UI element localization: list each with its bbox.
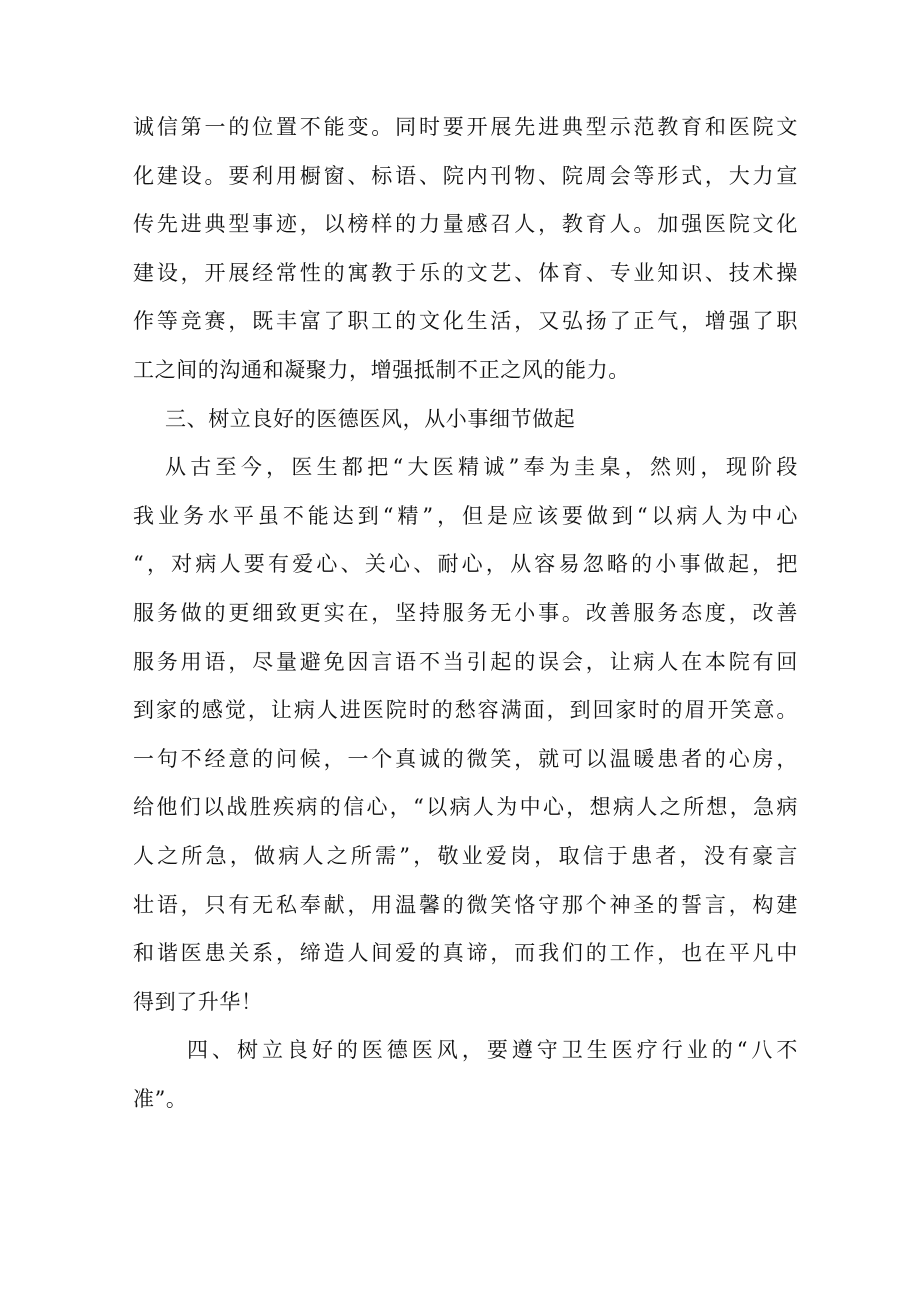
paragraph-line: 壮语，只有无私奉献，用温馨的微笑恪守那个神圣的誓言，构建 (133, 892, 798, 917)
paragraph-line: 一句不经意的问候，一个真诚的微笑，就可以温暖患者的心房， (133, 746, 798, 771)
paragraph-line: 得到了升华！ (133, 989, 263, 1014)
paragraph-line: 准”。 (133, 1086, 188, 1111)
paragraph-line: 工之间的沟通和凝聚力，增强抵制不正之风的能力。 (133, 357, 630, 382)
paragraph-line: 建设，开展经常性的寓教于乐的文艺、体育、专业知识、技术操 (133, 260, 798, 285)
paragraph-line: 诚信第一的位置不能变。同时要开展先进典型示范教育和医院文 (133, 115, 798, 139)
paragraph-line: 我业务水平虽不能达到“精”，但是应该要做到“以病人为中心 (133, 503, 798, 528)
paragraph-line: 给他们以战胜疾病的信心，“以病人为中心，想病人之所想，急病 (133, 795, 798, 820)
paragraph-line: 和谐医患关系，缔造人间爱的真谛，而我们的工作，也在平凡中 (133, 941, 798, 966)
document-body (133, 103, 798, 1123)
paragraph-line: 服务做的更细致更实在，坚持服务无小事。改善服务态度，改善 (133, 600, 798, 625)
paragraph-line: 人之所急，做病人之所需”，敬业爱岗，取信于患者，没有豪言 (133, 843, 798, 868)
paragraph-line: 服务用语，尽量避免因言语不当引起的误会，让病人在本院有回 (133, 649, 798, 674)
section-heading: 四、树立良好的医德医风，要遵守卫生医疗行业的“八不 (187, 1038, 798, 1063)
paragraph-line: 传先进典型事迹，以榜样的力量感召人，教育人。加强医院文化 (133, 212, 798, 237)
section-heading: 三、树立良好的医德医风，从小事细节做起 (165, 406, 576, 431)
paragraph-line: “，对病人要有爱心、关心、耐心，从容易忽略的小事做起，把 (133, 552, 798, 577)
paragraph-line: 到家的感觉，让病人进医院时的愁容满面，到回家时的眉开笑意。 (133, 698, 798, 723)
paragraph-line: 从古至今，医生都把“大医精诚”奉为圭臬，然则，现阶段 (165, 455, 798, 480)
paragraph-line: 作等竞赛，既丰富了职工的文化生活，又弘扬了正气，增强了职 (133, 309, 798, 334)
paragraph-line: 化建设。要利用橱窗、标语、院内刊物、院周会等形式，大力宣 (133, 163, 798, 188)
